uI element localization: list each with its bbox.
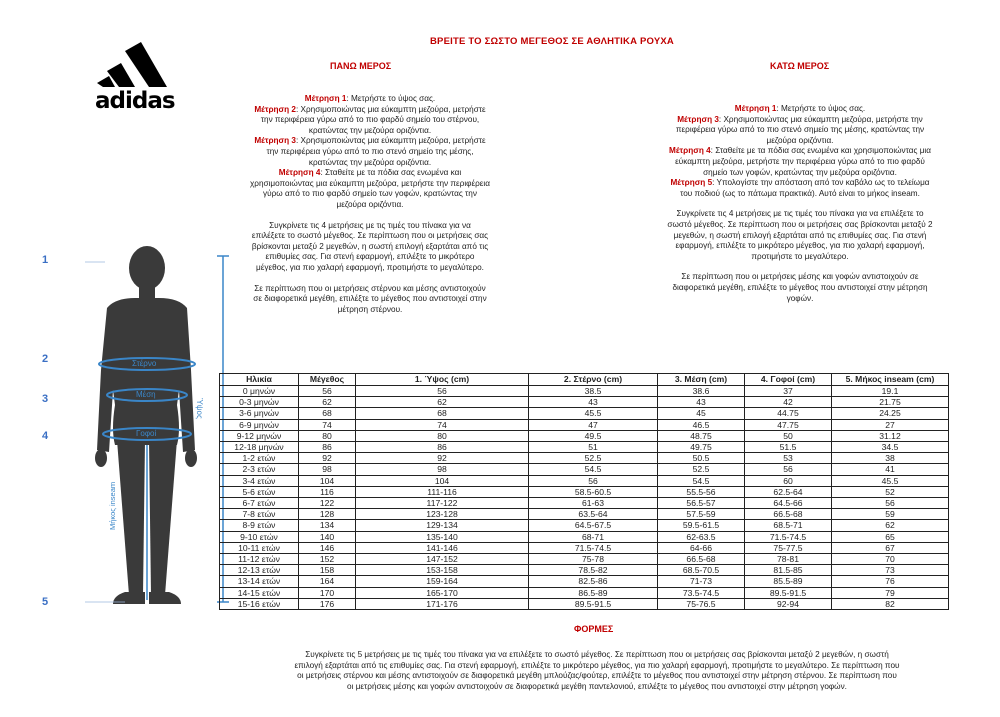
table-header-row [220, 374, 949, 386]
upper-note-c: μέτρηση στέρνου. [337, 304, 403, 314]
table-cell: 12-13 ετών [220, 565, 299, 576]
table-cell: 49.75 [658, 442, 745, 453]
table-cell: 6-9 μηνών [220, 419, 299, 430]
table-cell: 66.5-68 [658, 554, 745, 565]
table-cell: 64.5-66 [745, 498, 832, 509]
table-cell: 9-12 μηνών [220, 430, 299, 441]
table-cell: 48.75 [658, 430, 745, 441]
table-cell: 74 [299, 419, 356, 430]
lower-m4-text: : Σταθείτε με τα πόδια σας ενωμένα και χρησιμοποιώντας μια [710, 146, 931, 156]
table-cell: 62.5-64 [745, 486, 832, 497]
table-row [220, 486, 949, 497]
table-cell: 80 [299, 430, 356, 441]
upper-m3-label: Μέτρηση 3 [254, 136, 296, 146]
page-title: ΒΡΕΙΤΕ ΤΟ ΣΩΣΤΟ ΜΕΓΕΘΟΣ ΣΕ ΑΘΛΗΤΙΚΑ ΡΟΥΧΑ [430, 36, 674, 47]
table-cell: 47.75 [745, 419, 832, 430]
table-cell: 152 [299, 554, 356, 565]
table-cell: 159-164 [356, 576, 529, 587]
table-cell: 38 [832, 453, 949, 464]
table-cell: 146 [299, 542, 356, 553]
table-cell: 55.5-56 [658, 486, 745, 497]
lower-compare-a: Συγκρίνετε τις 4 μετρήσεις με τις τιμές του πίνακα για να επιλέξετε το [676, 209, 924, 219]
table-cell: 56 [832, 498, 949, 509]
table-cell: 122 [299, 498, 356, 509]
upper-compare-c: βρίσκονται μεταξύ 2 μεγεθών, η σωστή επιλογή εξαρτάται από τις [251, 241, 489, 251]
shapes-line-3: οι μετρήσεις στέρνου και μέσης αντιστοιχούν σε διαφορετικά μεγέθη μπλούζας/φούτερ, επιλέξτε το μέγεθος που αντιστοιχεί στην μέτρηση στέρνου. Σε περίπτωση που [297, 671, 897, 681]
table-cell: 98 [299, 464, 356, 475]
table-cell: 34.5 [832, 442, 949, 453]
table-row [220, 453, 949, 464]
upper-m4-text-c: γύρω από το πιο φαρδύ σημείο των γοφών, κρατώντας την [263, 189, 477, 199]
lower-m4-text-c: σημείο των γοφών, κρατώντας την μεζούρα οριζόντια. [703, 167, 897, 177]
table-cell: 176 [299, 598, 356, 609]
table-cell: 135-140 [356, 531, 529, 542]
upper-note-b: σε διαφορετικά μεγέθη, επιλέξτε το μέγεθος που αντιστοιχεί στην [253, 294, 487, 304]
table-cell: 71.5-74.5 [529, 542, 658, 553]
table-cell: 31.12 [832, 430, 949, 441]
table-cell: 89.5-91.5 [745, 587, 832, 598]
table-cell: 170 [299, 587, 356, 598]
table-cell: 52.5 [658, 464, 745, 475]
table-cell: 19.1 [832, 386, 949, 397]
table-cell: 117-122 [356, 498, 529, 509]
table-cell: 50.5 [658, 453, 745, 464]
table-cell: 12-18 μηνών [220, 442, 299, 453]
table-cell: 56.5-57 [658, 498, 745, 509]
table-cell: 86 [299, 442, 356, 453]
table-row [220, 542, 949, 553]
shapes-instructions [222, 650, 972, 692]
table-cell: 8-9 ετών [220, 520, 299, 531]
upper-m3-text-b: την περιφέρεια γύρω από το πιο στενό σημείο της μέσης, [266, 146, 474, 156]
table-cell: 46.5 [658, 419, 745, 430]
table-cell: 78.5-82 [529, 565, 658, 576]
table-cell: 56 [299, 386, 356, 397]
table-cell: 123-128 [356, 509, 529, 520]
table-cell: 104 [299, 475, 356, 486]
table-row [220, 520, 949, 531]
lower-m5-text: : Υπολογίστε την απόσταση από τον καβάλο ως το τελείωμα [712, 178, 930, 188]
table-cell: 73.5-74.5 [658, 587, 745, 598]
figure-number-1: 1 [42, 254, 49, 266]
table-cell: 62 [832, 520, 949, 531]
table-cell: 89.5-91.5 [529, 598, 658, 609]
lower-m3-text-c: μεζούρα οριζόντια. [766, 135, 834, 145]
table-row [220, 442, 949, 453]
table-cell: 80 [356, 430, 529, 441]
col-age: Ηλικία [220, 374, 299, 386]
table-cell: 129-134 [356, 520, 529, 531]
size-chart-table [219, 373, 949, 610]
figure-number-4: 4 [42, 430, 49, 442]
upper-compare-b: επιλέξετε το σωστό μέγεθος. Σε περίπτωση που οι μετρήσεις σας [251, 231, 489, 241]
table-cell: 67 [832, 542, 949, 553]
lower-note-b: διαφορετικά μεγέθη, επιλέξτε το μέγεθος που αντιστοιχεί στην μέτρηση [672, 282, 928, 292]
upper-m3-text: : Χρησιμοποιώντας μια εύκαμπτη μεζούρα, μετρήστε [295, 136, 486, 146]
table-cell: 64.5-67.5 [529, 520, 658, 531]
upper-m1-label: Μέτρηση 1 [304, 94, 347, 103]
table-cell: 75-76.5 [658, 598, 745, 609]
table-cell: 68 [299, 408, 356, 419]
table-cell: 1-2 ετών [220, 453, 299, 464]
table-cell: 71-73 [658, 576, 745, 587]
lower-m5-label: Μέτρηση 5 [670, 178, 713, 188]
table-cell: 68.5-71 [745, 520, 832, 531]
chest-label: Στέρνο [132, 359, 157, 368]
inseam-label: Μήκος inseam [108, 481, 117, 530]
lower-m3-label: Μέτρηση 3 [677, 114, 719, 124]
table-cell: 86.5-89 [529, 587, 658, 598]
table-cell: 50 [745, 430, 832, 441]
upper-m2-text-b: την περιφέρεια γύρω από το πιο φαρδύ σημείο του στέρνου, [260, 115, 480, 125]
table-cell: 171-176 [356, 598, 529, 609]
table-cell: 57.5-59 [658, 509, 745, 520]
figure-number-5: 5 [42, 596, 49, 608]
table-cell: 158 [299, 565, 356, 576]
table-cell: 2-3 ετών [220, 464, 299, 475]
table-cell: 10-11 ετών [220, 542, 299, 553]
table-cell: 63.5-64 [529, 509, 658, 520]
table-cell: 73 [832, 565, 949, 576]
table-cell: 45.5 [832, 475, 949, 486]
logo-wordmark: adidas [95, 88, 175, 114]
table-cell: 59 [832, 509, 949, 520]
table-row [220, 598, 949, 609]
table-cell: 153-158 [356, 565, 529, 576]
table-cell: 92-94 [745, 598, 832, 609]
table-cell: 41 [832, 464, 949, 475]
upper-instructions [205, 94, 535, 315]
body-measurement-figure [30, 240, 230, 620]
table-cell: 61-63 [529, 498, 658, 509]
table-cell: 27 [832, 419, 949, 430]
lower-compare-c: μεγεθών, η σωστή επιλογή εξαρτάται από τις επιθυμίες σας. Για στενή [673, 230, 927, 240]
table-cell: 3-4 ετών [220, 475, 299, 486]
table-cell: 165-170 [356, 587, 529, 598]
table-cell: 62 [356, 397, 529, 408]
figure-number-2: 2 [42, 353, 49, 365]
table-cell: 79 [832, 587, 949, 598]
table-cell: 134 [299, 520, 356, 531]
table-cell: 9-10 ετών [220, 531, 299, 542]
table-cell: 92 [356, 453, 529, 464]
table-row [220, 430, 949, 441]
upper-m2-text-c: κρατώντας την μεζούρα οριζόντια. [308, 125, 432, 135]
shapes-line-2: επιλογή εξαρτάται από τις επιθυμίες σας. Για στενή εφαρμογή, επιλέξτε το μικρότερο μέγεθος, για πιο χαλαρή εφαρμογή, προτιμήστε το μεγαλύτερο. Σε περίπτωση που [294, 660, 900, 670]
lower-compare-e: προτιμήστε το μεγαλύτερο. [751, 251, 849, 261]
shapes-heading: ΦΟΡΜΕΣ [574, 624, 614, 634]
table-cell: 140 [299, 531, 356, 542]
height-label: Ύψος [195, 398, 204, 419]
table-cell: 0 μηνών [220, 386, 299, 397]
table-cell: 54.5 [529, 464, 658, 475]
table-cell: 42 [745, 397, 832, 408]
lower-instructions [630, 104, 970, 304]
table-cell: 68.5-70.5 [658, 565, 745, 576]
adidas-stripes-icon [95, 42, 195, 88]
table-cell: 45 [658, 408, 745, 419]
table-cell: 76 [832, 576, 949, 587]
upper-m2-text: : Χρησιμοποιώντας μια εύκαμπτη μεζούρα, μετρήστε [295, 104, 486, 114]
upper-m4-label: Μέτρηση 4 [278, 168, 321, 178]
table-cell: 51.5 [745, 442, 832, 453]
table-cell: 43 [658, 397, 745, 408]
upper-m3-text-c: κρατώντας την μεζούρα οριζόντια. [308, 157, 432, 167]
adidas-logo [95, 42, 195, 112]
upper-compare-a: Συγκρίνετε τις 4 μετρήσεις με τις τιμές του πίνακα για να [269, 220, 471, 230]
table-cell: 128 [299, 509, 356, 520]
table-row [220, 554, 949, 565]
table-cell: 54.5 [658, 475, 745, 486]
table-cell: 78-81 [745, 554, 832, 565]
table-cell: 49.5 [529, 430, 658, 441]
table-cell: 52 [832, 486, 949, 497]
table-row [220, 419, 949, 430]
col-hips: 4. Γοφοί (cm) [745, 374, 832, 386]
table-cell: 51 [529, 442, 658, 453]
table-cell: 64-66 [658, 542, 745, 553]
upper-compare-d: επιθυμίες σας. Για στενή εφαρμογή, επιλέξτε το μικρότερο [265, 252, 475, 262]
table-row [220, 587, 949, 598]
table-cell: 98 [356, 464, 529, 475]
lower-note-c: γοφών. [786, 293, 814, 303]
table-row [220, 397, 949, 408]
table-cell: 43 [529, 397, 658, 408]
table-cell: 60 [745, 475, 832, 486]
table-cell: 0-3 μηνών [220, 397, 299, 408]
lower-compare-d: εφαρμογή, επιλέξτε το μικρότερο μέγεθος, για πιο χαλαρή εφαρμογή, [675, 241, 925, 251]
table-cell: 68-71 [529, 531, 658, 542]
table-cell: 66.5-68 [745, 509, 832, 520]
lower-m1-label: Μέτρηση 1 [734, 104, 777, 113]
upper-m4-text-d: μεζούρα οριζόντια. [336, 199, 404, 209]
lower-m3-text-b: περιφέρεια γύρω από το πιο στενό σημείο της μέσης, κρατώντας την [675, 125, 925, 135]
table-cell: 38.5 [529, 386, 658, 397]
table-cell: 56 [529, 475, 658, 486]
table-cell: 85.5-89 [745, 576, 832, 587]
table-cell: 111-116 [356, 486, 529, 497]
table-cell: 58.5-60.5 [529, 486, 658, 497]
upper-m1-text: : Μετρήστε το ύψος σας. [346, 94, 436, 103]
table-cell: 21.75 [832, 397, 949, 408]
table-cell: 24.25 [832, 408, 949, 419]
upper-m4-text-b: χρησιμοποιώντας μια εύκαμπτη μεζούρα, μετρήστε την περιφέρεια [249, 178, 490, 188]
shapes-line-4: οι μετρήσεις μέσης και γοφών αντιστοιχούν σε διαφορετικά μεγέθη παντελονιού, επιλέξτε το μέγεθος που αντιστοιχεί στην μέτρηση γοφών. [347, 681, 847, 691]
lower-note-a: Σε περίπτωση που οι μετρήσεις μέσης και γοφών αντιστοιχούν σε [681, 272, 919, 282]
table-cell: 75-77.5 [745, 542, 832, 553]
table-row [220, 386, 949, 397]
table-row [220, 531, 949, 542]
col-size: Μέγεθος [299, 374, 356, 386]
table-cell: 37 [745, 386, 832, 397]
figure-number-3: 3 [42, 393, 49, 405]
col-inseam: 5. Μήκος inseam (cm) [832, 374, 949, 386]
lower-heading: ΚΑΤΩ ΜΕΡΟΣ [770, 61, 830, 71]
upper-note-a: Σε περίπτωση που οι μετρήσεις στέρνου και μέσης αντιστοιχούν [254, 283, 486, 293]
upper-heading: ΠΑΝΩ ΜΕΡΟΣ [330, 61, 392, 71]
lower-compare-b: σωστό μέγεθος. Σε περίπτωση που οι μετρήσεις σας βρίσκονται μεταξύ 2 [667, 219, 933, 229]
upper-compare-e: μέγεθος, για πιο χαλαρή εφαρμογή, προτιμήστε το μεγαλύτερο. [256, 262, 484, 272]
hips-label: Γοφοί [136, 429, 157, 438]
table-row [220, 565, 949, 576]
table-cell: 116 [299, 486, 356, 497]
table-row [220, 576, 949, 587]
table-cell: 52.5 [529, 453, 658, 464]
table-cell: 104 [356, 475, 529, 486]
table-cell: 5-6 ετών [220, 486, 299, 497]
table-cell: 70 [832, 554, 949, 565]
table-cell: 62-63.5 [658, 531, 745, 542]
table-cell: 11-12 ετών [220, 554, 299, 565]
lower-m3-text: : Χρησιμοποιώντας μια εύκαμπτη μεζούρα, μετρήστε την [718, 114, 923, 124]
col-waist: 3. Μέση (cm) [658, 374, 745, 386]
lower-m5-text-b: του ποδιού (ως το πάτωμα πρακτικά). Αυτό είναι το μήκος inseam. [680, 188, 920, 198]
table-cell: 74 [356, 419, 529, 430]
lower-m4-label: Μέτρηση 4 [669, 146, 711, 156]
table-cell: 38.6 [658, 386, 745, 397]
upper-m4-text: : Σταθείτε με τα πόδια σας ενωμένα και [320, 168, 462, 178]
table-cell: 147-152 [356, 554, 529, 565]
table-cell: 44.75 [745, 408, 832, 419]
table-cell: 15-16 ετών [220, 598, 299, 609]
table-cell: 53 [745, 453, 832, 464]
table-cell: 68 [356, 408, 529, 419]
waist-label: Μέση [136, 390, 156, 399]
table-cell: 65 [832, 531, 949, 542]
table-cell: 6-7 ετών [220, 498, 299, 509]
table-cell: 82.5-86 [529, 576, 658, 587]
table-cell: 92 [299, 453, 356, 464]
table-cell: 13-14 ετών [220, 576, 299, 587]
table-cell: 82 [832, 598, 949, 609]
col-chest: 2. Στέρνο (cm) [529, 374, 658, 386]
shapes-line-1: Συγκρίνετε τις 5 μετρήσεις με τις τιμές του πίνακα για να επιλέξετε το σωστό μέγεθος. Σε περίπτωση που οι μετρήσεις σας βρίσκονται μεταξύ 2 μεγεθών, η σωστή [305, 650, 889, 659]
table-cell: 14-15 ετών [220, 587, 299, 598]
table-row [220, 509, 949, 520]
table-cell: 47 [529, 419, 658, 430]
table-row [220, 464, 949, 475]
table-cell: 81.5-85 [745, 565, 832, 576]
table-cell: 164 [299, 576, 356, 587]
table-cell: 7-8 ετών [220, 509, 299, 520]
lower-m4-text-b: εύκαμπτη μεζούρα, μετρήστε την περιφέρεια γύρω από το πιο φαρδύ [675, 156, 925, 166]
lower-m1-text: : Μετρήστε το ύψος σας. [776, 104, 866, 113]
table-row [220, 475, 949, 486]
body-silhouette-icon [85, 240, 230, 615]
table-cell: 45.5 [529, 408, 658, 419]
table-row [220, 408, 949, 419]
col-height: 1. Ύψος (cm) [356, 374, 529, 386]
table-row [220, 498, 949, 509]
table-cell: 86 [356, 442, 529, 453]
table-cell: 56 [745, 464, 832, 475]
table-cell: 62 [299, 397, 356, 408]
table-cell: 75-78 [529, 554, 658, 565]
table-cell: 3-6 μηνών [220, 408, 299, 419]
table-cell: 141-146 [356, 542, 529, 553]
upper-m2-label: Μέτρηση 2 [254, 104, 296, 114]
table-cell: 71.5-74.5 [745, 531, 832, 542]
table-cell: 59.5-61.5 [658, 520, 745, 531]
table-cell: 56 [356, 386, 529, 397]
